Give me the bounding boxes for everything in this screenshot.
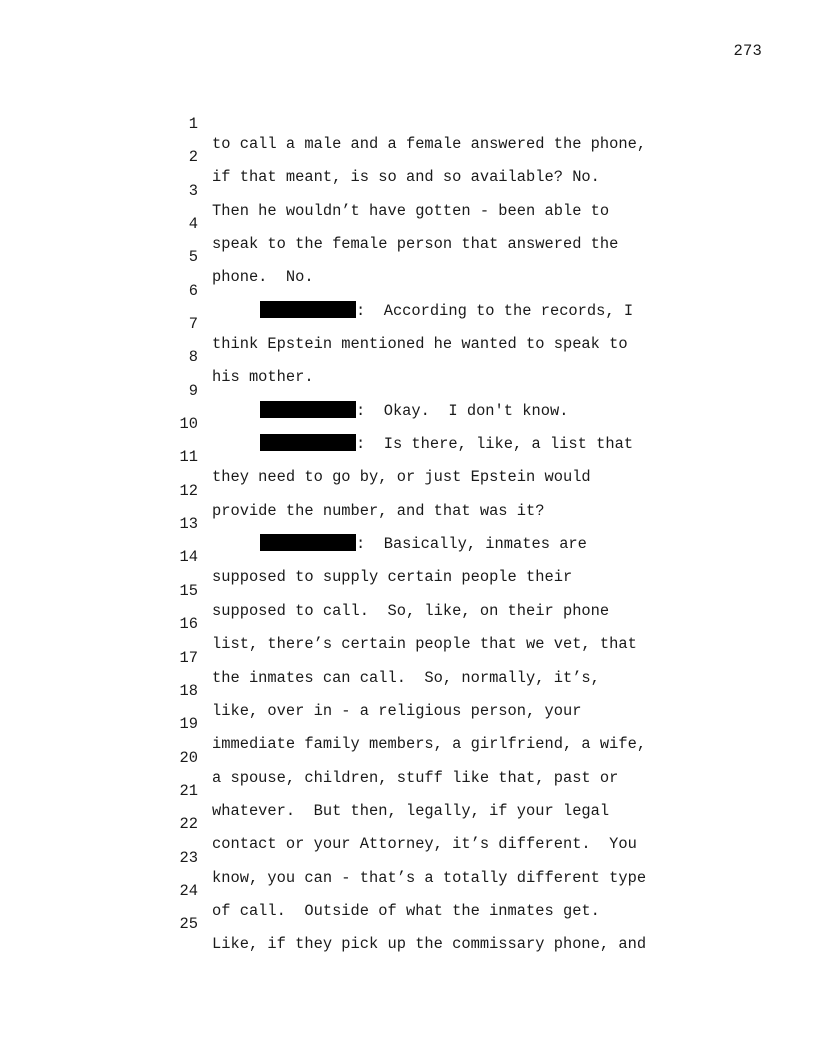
line-text: list, there’s certain people that we vet, that [212,635,637,654]
line-number: 14 [179,548,198,567]
line-text: phone. No. [212,268,314,287]
line-number: 11 [179,448,198,467]
line-number: 24 [179,881,198,900]
transcript-line-speaker [0,261,816,320]
line-text: of call. Outside of what the inmates get. [212,901,600,920]
speaker-statement: : According to the records, I [356,301,634,320]
line-text: know, you can - that’s a totally different type [212,868,647,887]
transcript-line-speaker [0,394,816,454]
line-text: supposed to supply certain people their [212,568,573,587]
line-number: 19 [179,715,198,734]
transcript-line [0,894,816,954]
line-text: if that meant, is so and so available? No. [212,168,600,187]
line-number: 16 [179,615,198,634]
transcript-line [0,694,816,754]
speaker-statement: : Basically, inmates are [356,535,587,554]
line-number: 3 [188,181,198,200]
transcript-line [0,127,816,187]
transcript-line [0,728,816,787]
line-number: 22 [179,815,198,834]
transcript-line [0,161,816,220]
line-text: the inmates can call. So, normally, it’s, [212,668,600,687]
line-text: Then he wouldn’t have gotten - been able to [212,201,610,220]
line-text: like, over in - a religious person, your [212,701,582,720]
transcript-line [0,794,816,854]
page-number: 273 [733,42,762,60]
transcript-line [0,661,816,720]
transcript-line [0,327,816,387]
line-number: 21 [179,781,198,800]
line-text: a spouse, children, stuff like that, past or [212,768,619,787]
line-number: 9 [188,381,198,400]
transcript-line-speaker [0,361,816,420]
transcript-line [0,594,816,654]
line-number: 5 [188,248,198,267]
transcript-line [0,227,816,287]
line-number: 23 [179,848,198,867]
line-number: 6 [188,281,198,300]
line-text: his mother. [212,368,314,387]
speaker-statement: : Is there, like, a list that [356,435,634,454]
transcript-line [0,427,816,487]
line-number: 13 [179,515,198,534]
line-number: 25 [179,915,198,934]
line-text: they need to go by, or just Epstein would [212,468,591,487]
transcript-line-speaker [0,494,816,554]
transcript-line [0,761,816,820]
line-number: 12 [179,481,198,500]
line-number: 2 [188,148,198,167]
transcript-line [0,527,816,587]
line-text: provide the number, and that was it? [212,501,545,520]
line-number: 1 [188,115,198,133]
line-number: 17 [179,648,198,667]
line-text: immediate family members, a girlfriend, a wife, [212,735,647,754]
line-text: contact or your Attorney, it’s different. You [212,835,637,854]
speaker-statement: : Okay. I don't know. [356,401,569,420]
line-text: whatever. But then, legally, if your legal [212,801,610,820]
line-number: 4 [188,215,198,234]
transcript-line [0,861,816,920]
transcript-line [0,561,816,620]
line-number: 7 [188,315,198,334]
transcript-body [0,94,816,954]
transcript-line [0,94,816,153]
transcript-line [0,828,816,887]
line-number: 20 [179,748,198,767]
line-number: 15 [179,581,198,600]
line-number: 10 [179,415,198,434]
line-text: speak to the female person that answered the [212,235,619,254]
line-text: think Epstein mentioned he wanted to speak to [212,335,628,354]
line-text: to call a male and a female answered the phone, [212,135,647,153]
transcript-line [0,461,816,520]
line-number: 18 [179,681,198,700]
transcript-line [0,628,816,687]
transcript-line [0,194,816,254]
line-text: supposed to call. So, like, on their phone [212,601,610,620]
line-text: Like, if they pick up the commissary phone, and [212,935,647,954]
transcript-line [0,294,816,354]
line-number: 8 [188,348,198,367]
